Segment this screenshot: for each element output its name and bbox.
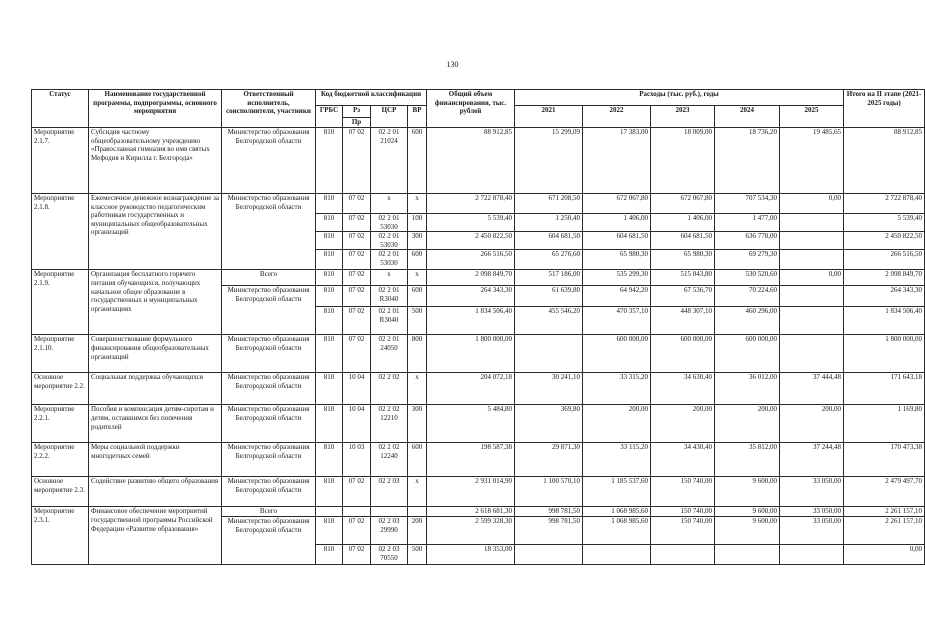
cell-2024: 35 812,00 [715,443,780,477]
cell-executor: Всего [222,270,316,286]
table-row [32,335,925,373]
header-year-2021: 2021 [515,106,583,128]
cell-stage-total: 5 539,40 [844,214,925,232]
cell-2021: 998 781,50 [515,517,583,545]
cell-vr: 200 [408,517,427,545]
cell-grbs: 810 [316,286,343,307]
cell-stage-total: 1 834 506,40 [844,307,925,335]
cell-2023: 672 067,80 [651,194,715,214]
cell-2025: 200,00 [780,405,844,443]
cell-csr [371,507,408,517]
cell-2024: 18 736,20 [715,128,780,194]
cell-2021: 61 639,80 [515,286,583,307]
cell-2025 [780,335,844,373]
cell-2025: 0,00 [780,194,844,214]
header-csr: ЦСР [371,106,408,128]
cell-csr: 02 2 02 12210 [371,405,408,443]
cell-vr: 600 [408,250,427,270]
cell-2025: 33 050,00 [780,507,844,517]
cell-executor: Министерство образования Белгородской области [222,128,316,194]
cell-2022: 33 315,20 [583,373,651,405]
cell-2022: 1 068 985,60 [583,517,651,545]
cell-2024: 9 600,00 [715,517,780,545]
header-budget-code: Код бюджетной классификации [316,90,427,106]
header-executor: Ответственный исполнитель, соисполнители, участники [222,90,316,128]
cell-2024: 636 778,00 [715,232,780,250]
cell-grbs: 810 [316,307,343,335]
cell-rzpr: 07 02 [343,270,371,286]
cell-stage-total: 2 261 157,10 [844,507,925,517]
cell-2022: 17 383,00 [583,128,651,194]
row-name: Совершенствование формульного финансирования общеобразовательных организаций [89,335,222,373]
cell-stage-total: 170 473,38 [844,443,925,477]
cell-executor: Министерство образования Белгородской области [222,335,316,373]
cell-vr: х [408,270,427,286]
cell-2024: 200,00 [715,405,780,443]
cell-2024: 9 600,00 [715,477,780,507]
cell-total: 88 912,85 [427,128,515,194]
cell-2025: 19 485,65 [780,128,844,194]
row-name: Организация бесплатного горячего питания обучающихся, получающих начальное общее образование в государственных и муниципальных организациях [89,270,222,335]
cell-csr: 02 2 01 53030 [371,214,408,232]
cell-grbs: 810 [316,517,343,545]
cell-csr: 02 2 01 R3040 [371,286,408,307]
cell-vr: 600 [408,128,427,194]
cell-2022: 672 067,80 [583,194,651,214]
cell-rzpr: 10 03 [343,443,371,477]
row-name: Субсидия частному общеобразовательному учреждению «Православная гимназия во имя святых Мефодия и Кирилла г. Белгорода» [89,128,222,194]
cell-vr: 100 [408,214,427,232]
cell-rzpr: 10 04 [343,405,371,443]
cell-2023: 34 630,40 [651,373,715,405]
cell-total: 2 450 822,50 [427,232,515,250]
table-row [32,507,925,517]
table-row [32,270,925,286]
cell-executor: Министерство образования Белгородской области [222,443,316,477]
cell-grbs: 810 [316,250,343,270]
cell-2021: 1 250,40 [515,214,583,232]
header-year-2024: 2024 [715,106,780,128]
cell-vr: 500 [408,545,427,565]
cell-vr: 600 [408,286,427,307]
cell-csr: 02 2 01 53030 [371,250,408,270]
cell-2025: 33 050,00 [780,477,844,507]
header-total-volume: Общий объем финансирования, тыс. рублей [427,90,515,128]
cell-total: 266 516,50 [427,250,515,270]
cell-csr: 02 2 02 12240 [371,443,408,477]
table-row [32,194,925,214]
cell-csr: 02 2 01 R3040 [371,307,408,335]
cell-2022: 1 068 985,60 [583,507,651,517]
cell-2024: 9 600,00 [715,507,780,517]
cell-2025 [780,250,844,270]
cell-grbs: 810 [316,194,343,214]
cell-executor: Министерство образования Белгородской области [222,194,316,270]
row-status: Мероприятие 2.1.7. [32,128,89,194]
row-name: Содействие развитию общего образования [89,477,222,507]
header-name: Наименование государственной программы, подпрограммы, основного мероприятия [89,90,222,128]
cell-2023: 200,00 [651,405,715,443]
cell-executor: Министерство образования Белгородской области [222,373,316,405]
table-row [32,477,925,507]
cell-stage-total: 264 343,30 [844,286,925,307]
cell-stage-total: 2 098 849,70 [844,270,925,286]
cell-grbs [316,507,343,517]
row-status: Основное мероприятие 2.2. [32,373,89,405]
cell-2023: 515 843,80 [651,270,715,286]
cell-total: 18 353,00 [427,545,515,565]
cell-2025 [780,232,844,250]
cell-2022 [583,545,651,565]
table-row [32,443,925,477]
cell-2025: 37 444,48 [780,373,844,405]
header-vr: ВР [408,106,427,128]
cell-2024: 530 520,60 [715,270,780,286]
cell-vr: 800 [408,335,427,373]
cell-csr: х [371,194,408,214]
cell-rzpr: 07 02 [343,286,371,307]
cell-executor: Министерство образования Белгородской области [222,286,316,335]
cell-grbs: 810 [316,443,343,477]
cell-total: 198 587,38 [427,443,515,477]
cell-2025: 33 050,00 [780,517,844,545]
cell-grbs: 810 [316,373,343,405]
cell-2025 [780,214,844,232]
cell-2022: 200,00 [583,405,651,443]
cell-executor: Всего [222,507,316,517]
cell-stage-total: 2 261 157,10 [844,517,925,545]
cell-csr: х [371,270,408,286]
row-status: Мероприятие 2.2.1. [32,405,89,443]
cell-2023: 600 000,00 [651,335,715,373]
cell-2022: 1 406,00 [583,214,651,232]
cell-total: 2 618 681,30 [427,507,515,517]
row-name: Финансовое обеспечение мероприятий государственной программы Российской Федерации «Развитие образования» [89,507,222,565]
row-status: Мероприятие 2.2.2. [32,443,89,477]
cell-2023: 1 406,00 [651,214,715,232]
cell-rzpr: 07 02 [343,128,371,194]
cell-2021: 604 681,50 [515,232,583,250]
cell-2023: 448 307,10 [651,307,715,335]
cell-grbs: 810 [316,477,343,507]
header-rz: Рз [343,106,371,118]
cell-total: 2 722 878,40 [427,194,515,214]
cell-2021: 30 241,10 [515,373,583,405]
cell-total: 204 072,18 [427,373,515,405]
cell-csr: 02 2 02 [371,373,408,405]
cell-stage-total: 2 479 497,70 [844,477,925,507]
cell-2022: 535 299,30 [583,270,651,286]
cell-2025 [780,307,844,335]
cell-2023: 67 536,70 [651,286,715,307]
cell-2022: 470 357,10 [583,307,651,335]
cell-2024: 36 012,00 [715,373,780,405]
cell-rzpr: 07 02 [343,232,371,250]
cell-vr: 300 [408,405,427,443]
row-status: Основное мероприятие 2.3. [32,477,89,507]
cell-2024: 70 224,60 [715,286,780,307]
row-name: Меры социальной поддержки многодетных семей [89,443,222,477]
cell-2022: 600 000,00 [583,335,651,373]
cell-stage-total: 88 912,85 [844,128,925,194]
row-status: Мероприятие 2.1.10. [32,335,89,373]
header-stage-total: Итого на II этапе (2021-2025 годы) [844,90,925,128]
cell-grbs: 810 [316,232,343,250]
cell-csr: 02 2 01 24050 [371,335,408,373]
cell-total: 5 484,80 [427,405,515,443]
cell-total: 5 539,40 [427,214,515,232]
cell-total: 1 800 000,00 [427,335,515,373]
cell-total: 264 343,30 [427,286,515,307]
cell-stage-total: 2 722 878,40 [844,194,925,214]
row-status: Мероприятие 2.1.9. [32,270,89,335]
page-number: 130 [446,60,459,69]
table-row [32,373,925,405]
cell-2023: 150 740,00 [651,507,715,517]
cell-vr: х [408,477,427,507]
cell-rzpr: 07 02 [343,214,371,232]
cell-rzpr: 07 02 [343,194,371,214]
cell-rzpr [343,507,371,517]
cell-2021: 29 871,30 [515,443,583,477]
cell-2023: 34 430,40 [651,443,715,477]
cell-2022: 604 681,50 [583,232,651,250]
cell-total: 1 834 506,40 [427,307,515,335]
row-name: Ежемесячное денежное вознаграждение за классное руководство педагогическим работникам государственных и муниципальных общеобразовательных организаций [89,194,222,270]
cell-total: 2 931 014,90 [427,477,515,507]
row-status: Мероприятие 2.3.1. [32,507,89,565]
cell-2021: 1 100 570,10 [515,477,583,507]
cell-stage-total: 1 169,80 [844,405,925,443]
cell-grbs: 810 [316,128,343,194]
cell-vr [408,507,427,517]
cell-executor: Министерство образования Белгородской области [222,405,316,443]
cell-rzpr: 07 02 [343,477,371,507]
cell-2024: 69 279,30 [715,250,780,270]
cell-2023 [651,545,715,565]
cell-vr: х [408,373,427,405]
cell-2021 [515,335,583,373]
cell-rzpr: 07 02 [343,307,371,335]
cell-stage-total: 2 450 822,50 [844,232,925,250]
cell-2023: 604 681,50 [651,232,715,250]
cell-2024: 600 000,00 [715,335,780,373]
cell-stage-total: 171 643,18 [844,373,925,405]
header-expenses: Расходы (тыс. руб.), годы [515,90,844,106]
cell-2025 [780,286,844,307]
cell-2025: 37 244,48 [780,443,844,477]
cell-stage-total: 0,00 [844,545,925,565]
cell-total: 2 098 849,70 [427,270,515,286]
cell-vr: х [408,194,427,214]
cell-executor: Министерство образования Белгородской области [222,477,316,507]
cell-csr: 02 2 03 70550 [371,545,408,565]
cell-2021: 517 186,00 [515,270,583,286]
cell-2024: 460 296,00 [715,307,780,335]
cell-vr: 600 [408,443,427,477]
cell-2023: 18 009,00 [651,128,715,194]
cell-grbs: 810 [316,214,343,232]
cell-csr: 02 2 01 53030 [371,232,408,250]
cell-vr: 300 [408,232,427,250]
cell-rzpr: 07 02 [343,250,371,270]
cell-csr: 02 2 01 21024 [371,128,408,194]
cell-2022: 65 980,30 [583,250,651,270]
header-pr: Пр [343,118,371,128]
table-row [32,128,925,194]
cell-2023: 150 740,00 [651,477,715,507]
cell-2024: 707 534,30 [715,194,780,214]
cell-2021: 455 546,20 [515,307,583,335]
header-year-2025: 2025 [780,106,844,128]
cell-2021 [515,545,583,565]
cell-2023: 65 980,30 [651,250,715,270]
cell-csr: 02 2 03 [371,477,408,507]
row-name: Пособия и компенсация детям-сиротам и детям, оставшимся без попечения родителей [89,405,222,443]
cell-2024: 1 477,00 [715,214,780,232]
cell-grbs: 810 [316,545,343,565]
budget-table [31,89,925,565]
table-row [32,405,925,443]
cell-2021: 15 299,09 [515,128,583,194]
cell-stage-total: 1 800 000,00 [844,335,925,373]
row-name: Социальная поддержка обучающихся [89,373,222,405]
cell-vr: 500 [408,307,427,335]
header-year-2023: 2023 [651,106,715,128]
cell-2022: 1 185 537,60 [583,477,651,507]
cell-2025 [780,545,844,565]
cell-2024 [715,545,780,565]
cell-2025: 0,00 [780,270,844,286]
header-grbs: ГРБС [316,106,343,128]
cell-total: 2 599 328,30 [427,517,515,545]
cell-rzpr: 10 04 [343,373,371,405]
cell-grbs: 810 [316,270,343,286]
cell-rzpr: 07 02 [343,545,371,565]
cell-2021: 65 276,60 [515,250,583,270]
cell-2022: 64 942,20 [583,286,651,307]
cell-2022: 33 115,20 [583,443,651,477]
cell-executor: Министерство образования Белгородской области [222,517,316,565]
row-status: Мероприятие 2.1.8. [32,194,89,270]
cell-2021: 671 208,50 [515,194,583,214]
cell-grbs: 810 [316,335,343,373]
cell-grbs: 810 [316,405,343,443]
cell-stage-total: 266 516,50 [844,250,925,270]
cell-2023: 150 740,00 [651,517,715,545]
cell-rzpr: 07 02 [343,517,371,545]
cell-rzpr: 07 02 [343,335,371,373]
cell-csr: 02 2 03 29990 [371,517,408,545]
header-year-2022: 2022 [583,106,651,128]
cell-2021: 998 781,50 [515,507,583,517]
cell-2021: 369,80 [515,405,583,443]
header-status: Статус [32,90,89,128]
